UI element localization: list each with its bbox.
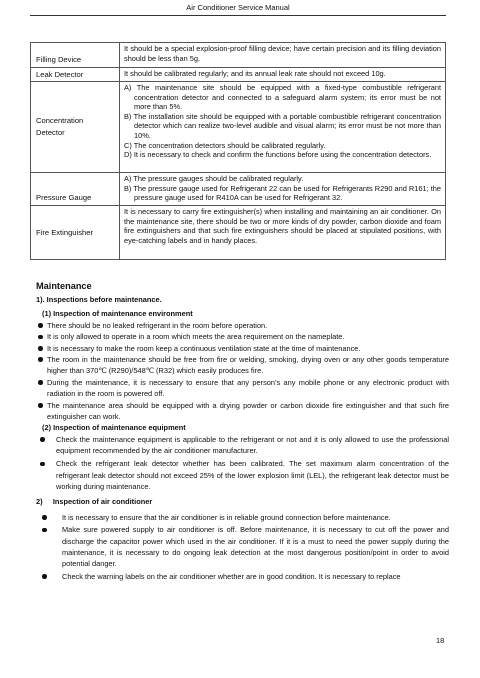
list-item bbox=[36, 377, 449, 400]
bullet-icon bbox=[38, 403, 43, 408]
equipment-table bbox=[30, 42, 446, 260]
environment-checklist bbox=[36, 320, 449, 423]
list-item bbox=[36, 458, 449, 492]
page-number: 18 bbox=[436, 636, 445, 645]
list-item-text: Check the maintenance equipment is applicable to the refrigerant or not and it is only allowed to use the professional equipment recommended by the air conditioner manufacturer. bbox=[56, 434, 449, 456]
list-item bbox=[36, 354, 449, 377]
row-label bbox=[31, 82, 120, 173]
section1-title: 1). Inspections before maintenance. bbox=[36, 295, 162, 304]
bullet-icon bbox=[38, 323, 43, 328]
list-item-text: It is only allowed to operate in a room which meets the area requirement on the nameplate. bbox=[47, 332, 345, 342]
header-rule bbox=[30, 15, 446, 16]
table-row bbox=[31, 68, 446, 82]
bullet-icon bbox=[40, 437, 45, 442]
bullet-icon bbox=[40, 462, 45, 467]
list-item-text: The room in the maintenance should be free from fire or welding, smoking, drying oven or any other goods temperature higher than 370℃ (R290)/548℃ (R32) which easily produces fire. bbox=[47, 355, 449, 376]
row-label: Pressure Gauge bbox=[31, 173, 120, 206]
list-item bbox=[42, 571, 449, 582]
bullet-icon bbox=[38, 357, 43, 362]
bullet-icon bbox=[38, 380, 43, 385]
list-item: B) The pressure gauge used for Refrigerant 22 can be used for Refrigerants R290 and R161; the pressure gauge used for R410A can be used for Refrigerant 32. bbox=[124, 183, 441, 203]
list-item: A) The maintenance site should be equipped with a fixed-type combustible refrigerant concentration detector and connected to a safeguard alarm system; its error must be not more than 5%. bbox=[124, 83, 441, 112]
row-label: Filling Device bbox=[31, 43, 120, 68]
table-row bbox=[31, 173, 446, 206]
list-item bbox=[36, 400, 449, 423]
list-item: D) It is necessary to check and confirm the functions before using the concentration detectors. bbox=[124, 150, 432, 160]
list-item bbox=[36, 320, 449, 331]
bullet-icon bbox=[38, 335, 43, 340]
section2-title: 2) Inspection of air conditioner bbox=[36, 497, 153, 507]
list-item-text: Check the warning labels on the air conditioner whether are in good condition. It is necessary to replace bbox=[62, 571, 401, 581]
section-title: Maintenance bbox=[36, 281, 92, 291]
list-item-text: Check the refrigerant leak detector whether has been calibrated. The set maximum alarm concentration of the refrigerant leak detector should not exceed 25% of the lower explosion limit (LEL), the refrigerant leak detector must be working during maintenance. bbox=[56, 459, 449, 491]
row-text: It is necessary to carry fire extinguisher(s) when installing and maintaining an air conditioner. On the maintenance site, there should be two or more kinds of dry powder, carbon dioxide and foam fire extinguishers and that such fire extinguishers should be placed at stipulated positions, with eye-catching labels and in handy places. bbox=[120, 206, 446, 260]
row-label: Fire Extinguisher bbox=[31, 206, 120, 260]
equipment-checklist bbox=[36, 434, 449, 493]
subsection2-title: (2) Inspection of maintenance equipment bbox=[42, 423, 186, 433]
list-item bbox=[42, 512, 449, 523]
air-conditioner-checklist bbox=[42, 512, 449, 582]
bullet-icon bbox=[42, 528, 47, 533]
subsection1-title: (1) Inspection of maintenance environment bbox=[42, 309, 193, 319]
bullet-icon bbox=[42, 574, 47, 579]
table-row bbox=[31, 206, 446, 260]
bullet-icon bbox=[42, 515, 47, 520]
list-item-text: During the maintenance, it is necessary to ensure that any person’s any mobile phone or any electronic product with radiation in the room is powered off. bbox=[47, 377, 449, 399]
table-row bbox=[31, 82, 446, 173]
list-item: B) The installation site should be equipped with a portable combustible refrigerant concentration detector which can realize two-level audible and visual alarm; its error must be not more than 10%. bbox=[124, 111, 441, 140]
list-item-text: There should be no leaked refrigerant in the room before operation. bbox=[47, 320, 268, 330]
list-item-text: Make sure powered supply to air conditioner is off. Before maintenance, it is necessary to cut off the power and discharge the capacitor power which used in the air conditioner. If it is a must to need the power supply during the maintenance, it is necessary to do ongoing leak detection at the most dangerous position/point in order to avoid potential danger. bbox=[62, 525, 449, 569]
list-item-text: It is necessary to make the room keep a continuous ventilation state at the time of maintenance. bbox=[47, 343, 361, 353]
list-item bbox=[36, 331, 449, 342]
row-text: It should be calibrated regularly; and its annual leak rate should not exceed 10g. bbox=[120, 68, 446, 82]
list-item: A) The pressure gauges should be calibrated regularly. bbox=[124, 174, 304, 183]
list-item-text: It is necessary to ensure that the air conditioner is in reliable ground connection before maintenance. bbox=[62, 512, 391, 522]
list-item bbox=[36, 434, 449, 457]
row-items bbox=[120, 173, 446, 206]
row-label-text: Concentration Detector bbox=[36, 116, 84, 137]
bullet-icon bbox=[38, 346, 43, 351]
maintenance-section bbox=[36, 279, 449, 583]
row-label: Leak Detector bbox=[31, 68, 120, 82]
row-text: It should be a special explosion-proof filling device; have certain precision and its filling deviation should be less than 5g. bbox=[120, 43, 446, 68]
list-item: C) The concentration detectors should be calibrated regularly. bbox=[124, 140, 326, 150]
page-header: Air Conditioner Service Manual bbox=[186, 3, 290, 12]
list-item-text: The maintenance area should be equipped with a drying powder or carbon dioxide fire extinguisher and that such fire extinguisher can work. bbox=[47, 400, 449, 422]
row-items bbox=[120, 82, 446, 173]
list-item bbox=[36, 343, 449, 354]
list-item bbox=[42, 524, 449, 570]
table-row bbox=[31, 43, 446, 68]
